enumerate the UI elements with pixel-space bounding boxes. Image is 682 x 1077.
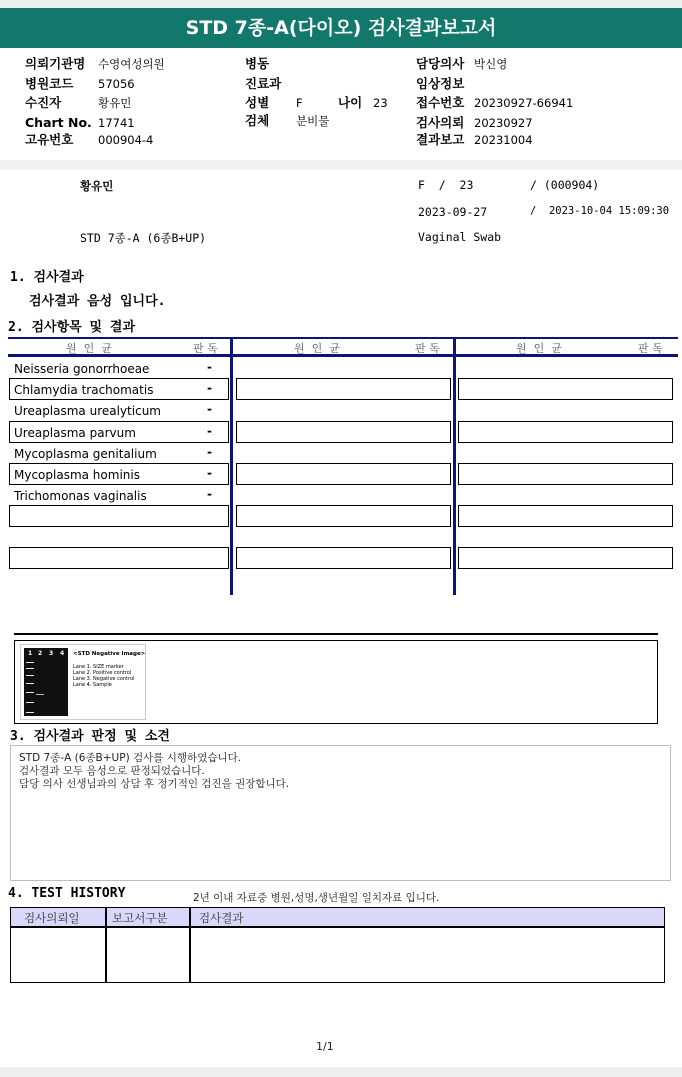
col-pathogen-3: 원 인 균 — [516, 342, 562, 355]
page-number: 1/1 — [316, 1040, 334, 1053]
history-table — [10, 907, 665, 983]
test-name: STD 7종-A (6종B+UP) — [80, 231, 207, 245]
pathogen-result: - — [207, 360, 212, 374]
row-box — [236, 505, 451, 527]
row-box — [236, 463, 451, 485]
gel-band — [26, 662, 34, 663]
row-box — [458, 547, 673, 569]
col-pathogen-2: 원 인 균 — [294, 342, 340, 355]
value-unique-no: 000904-4 — [98, 133, 154, 147]
top-strip — [0, 0, 682, 8]
section4-heading: 4. TEST HISTORY — [8, 886, 126, 901]
value-sex: F — [296, 96, 303, 110]
col-pathogen-1: 원 인 균 — [66, 342, 112, 355]
section3-heading: 3. 검사결과 판정 및 소견 — [10, 729, 170, 744]
row-box — [458, 463, 673, 485]
patient-name: 황유민 — [80, 179, 114, 193]
value-chart-no: 17741 — [98, 116, 135, 130]
value-hospital-code: 57056 — [98, 77, 135, 91]
pathogen-result: - — [207, 424, 212, 438]
pathogen-name: Mycoplasma genitalium — [14, 447, 157, 461]
row-box — [458, 505, 673, 527]
gel-band — [26, 692, 34, 693]
label-report-date: 결과보고 — [416, 132, 465, 147]
value-specimen: 분비물 — [296, 114, 330, 128]
opinion-line: 검사결과 모두 음성으로 판정되었습니다. — [19, 765, 205, 777]
value-accession-no: 20230927-66941 — [474, 96, 574, 110]
label-request-date: 검사의뢰 — [416, 115, 465, 130]
history-col-report-type: 보고서구분 — [112, 911, 168, 925]
row-box — [9, 505, 229, 527]
gel-thumbnail — [20, 644, 146, 720]
gel-legend-line: Lane 3. Negative control — [73, 676, 135, 682]
history-col-divider — [189, 907, 191, 983]
lane-number: 4 — [60, 650, 65, 657]
gel-legend-line: Lane 1. SIZE marker — [73, 664, 124, 670]
label-patient: 수진자 — [25, 95, 62, 110]
gel-band — [36, 694, 44, 695]
label-hospital-code: 병원코드 — [25, 76, 74, 91]
pathogen-name: Mycoplasma hominis — [14, 468, 140, 482]
section2-heading: 2. 검사항목 및 결과 — [8, 320, 136, 335]
label-specimen: 검체 — [245, 113, 270, 128]
label-clinical-info: 임상정보 — [416, 76, 465, 91]
pathogen-result: - — [207, 402, 212, 416]
section1-summary: 검사결과 음성 입니다. — [29, 294, 166, 309]
gel-top-rule — [14, 633, 658, 635]
pathogen-name: Neisseria gonorrhoeae — [14, 362, 150, 376]
gel-band — [26, 712, 34, 713]
opinion-line: 담당 의사 선생님과의 상담 후 정기적인 검진을 권장합니다. — [19, 778, 290, 790]
bottom-strip — [0, 1067, 682, 1077]
lane-number: 1 — [28, 650, 33, 657]
gel-image — [24, 648, 68, 716]
col-result-2: 판 독 — [415, 342, 440, 355]
row-box — [9, 547, 229, 569]
section1-heading: 1. 검사결과 — [10, 270, 84, 285]
opinion-text — [19, 752, 289, 791]
gel-band — [26, 668, 34, 669]
pathogen-result: - — [207, 487, 212, 501]
pathogen-result: - — [207, 445, 212, 459]
label-age: 나이 — [338, 95, 363, 110]
gel-band — [26, 702, 34, 703]
report-datetime: / 2023-10-04 15:09:30 — [530, 205, 670, 217]
value-institution: 수영여성의원 — [98, 57, 165, 71]
pathogen-result: - — [207, 381, 212, 395]
row-box — [236, 547, 451, 569]
opinion-box — [10, 745, 671, 881]
gel-legend-line: Lane 2. Positive control — [73, 670, 132, 676]
history-col-divider — [105, 907, 107, 983]
pathogen-name: Trichomonas vaginalis — [14, 489, 147, 503]
row-box — [458, 378, 673, 400]
value-doctor: 박신영 — [474, 57, 508, 71]
lane-number: 2 — [38, 650, 43, 657]
grid-divider-2 — [453, 337, 456, 595]
gel-band — [26, 675, 34, 676]
gel-caption-title: <STD Negative Image> — [73, 651, 146, 657]
value-request-date: 20230927 — [474, 116, 533, 130]
pathogen-name: Chlamydia trachomatis — [14, 383, 154, 397]
gel-legend-line: Lane 4. Sample — [73, 682, 112, 688]
opinion-line: STD 7종-A (6종B+UP) 검사를 시행하였습니다. — [19, 752, 242, 764]
label-ward: 병동 — [245, 56, 270, 71]
col-result-1: 판 독 — [193, 342, 218, 355]
label-sex: 성별 — [245, 95, 270, 110]
patient-id: / (000904) — [530, 178, 600, 192]
value-patient: 황유민 — [98, 96, 132, 110]
history-header-rule — [10, 926, 665, 928]
row-box — [236, 378, 451, 400]
label-doctor: 담당의사 — [416, 56, 465, 71]
gel-band — [26, 683, 34, 684]
history-note: 2년 이내 자료중 병원,성명,생년월일 일치자료 입니다. — [193, 892, 440, 904]
row-box — [236, 421, 451, 443]
grid-divider-1 — [230, 337, 233, 595]
label-unique-no: 고유번호 — [25, 132, 74, 147]
pathogen-result: - — [207, 466, 212, 480]
lane-number: 3 — [49, 650, 54, 657]
grid-top-rule — [8, 337, 678, 339]
header-separator — [0, 160, 682, 170]
value-report-date: 20231004 — [474, 133, 533, 147]
history-col-result: 검사결과 — [199, 911, 244, 925]
history-col-request-date: 검사의뢰일 — [24, 911, 80, 925]
label-department: 진료과 — [245, 76, 282, 91]
label-institution: 의뢰기관명 — [25, 56, 86, 71]
pathogen-name: Ureaplasma parvum — [14, 426, 136, 440]
received-date: 2023-09-27 — [418, 205, 488, 219]
specimen-type: Vaginal Swab — [418, 230, 502, 244]
label-accession-no: 접수번호 — [416, 95, 465, 110]
patient-sex-age: F / 23 — [418, 178, 474, 192]
report-title: STD 7종-A(다이오) 검사결과보고서 — [0, 8, 682, 48]
row-box — [458, 421, 673, 443]
value-age: 23 — [373, 96, 388, 110]
pathogen-name: Ureaplasma urealyticum — [14, 404, 161, 418]
label-chart-no: Chart No. — [25, 115, 92, 130]
col-result-3: 판 독 — [638, 342, 663, 355]
